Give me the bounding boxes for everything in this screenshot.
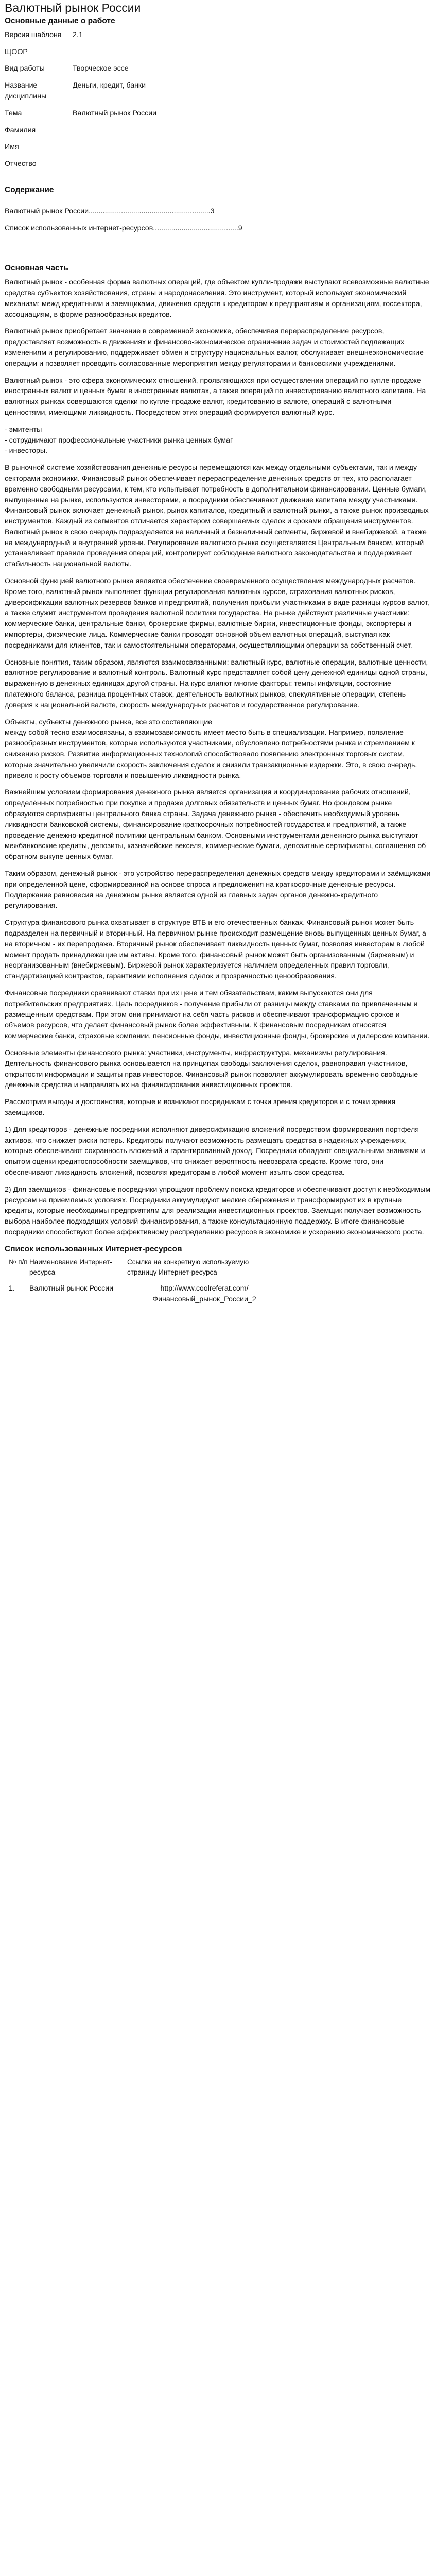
ref-col-name: Наименование Интернет-ресурса	[29, 1258, 112, 1277]
meta-value	[73, 142, 431, 152]
meta-row	[5, 125, 431, 136]
meta-key: Версия шаблона	[5, 30, 62, 39]
meta-value	[73, 125, 431, 136]
ref-name: Валютный рынок России	[29, 1284, 114, 1293]
meta-row	[5, 80, 431, 102]
list-item: - эмитенты	[5, 425, 42, 434]
meta-row	[5, 108, 431, 119]
ref-link[interactable]: http://www.coolreferat.com/Финансовый_рынок_России_2	[152, 1284, 256, 1303]
paragraph: Таким образом, денежный рынок - это устройство перераспределения денежных средств между кредиторами и заёмщиками при определенной цене, сформированной на основе спроса и предложения на краткосрочные денежные ресурсы. Поддержание равновесия на денежном рынке является одной из главных задач органов денежно-кредитного регулирования.	[5, 870, 431, 910]
paragraph: Валютный рынок приобретает значение в современной экономике, обеспечивая перераспределение ресурсов, предоставляет возможность в движениях и финансово-экономическое ограничение задач и стоимостей подлежащих изменениям и регулированию, поддерживает обмен и структуру национальных валют, обслуживает внешнеэкономические операции и позволяет проводить согласованные мероприятия между регуляторами и банковскими учреждениями.	[5, 327, 424, 368]
meta-value: Творческое эссе	[73, 64, 129, 73]
meta-row	[5, 63, 431, 74]
paragraph: Валютный рынок - особенная форма валютных операций, где объектом купли-продажи выступают всевозможные валютные средства субъектов хозяйствования, страны и народонаселения. Это инструмент, который использует экономический механизм: межд кредитными и заемщиками, движения средств к кредитором к предприятиям и организациям, госсектора, ассоциациям, в форме разнообразных кредитов.	[5, 278, 429, 319]
meta-value: 2.1	[73, 30, 83, 39]
meta-value: Деньги, кредит, банки	[73, 81, 146, 90]
reference-row	[9, 1283, 431, 1305]
paragraph: Финансовые посредники сравнивают ставки при их цене и тем обязательствам, каким выпускаются они для потребительских предприятиях. Цель посредников - получение прибыли от разницы между ставками по привлеченным и размещенным средствам. При этом они принимают на себя часть рисков и обеспечивают трансформацию сроков и объемов ресурсов, что делает финансовый рынок более эффективным. К финансовым посредникам относятся коммерческие банки, страховые компании, пенсионные фонды, инвестиционные фонды, брокерские и дилерские компании.	[5, 989, 430, 1041]
meta-key: ЩООР	[5, 47, 28, 56]
ref-num: 1.	[9, 1284, 15, 1293]
document	[0, 1, 436, 1305]
references-heading: Список использованных Интернет-ресурсов	[5, 1244, 182, 1253]
ref-col-link: Ссылка на конкретную используемую страницу Интернет-ресурса	[127, 1258, 249, 1277]
main-heading: Основная часть	[5, 264, 68, 273]
meta-key: Тема	[5, 109, 22, 117]
list-item: - инвесторы.	[5, 447, 48, 455]
meta-row	[5, 142, 431, 152]
paragraph: 1) Для кредиторов - денежные посредники исполняют диверсификацию вложений посредством формирования портфеля активов, что снижает риски потерь. Кредиторы получают возможность размещать средства в надежных учреждениях, которые обеспечивают сохранность вложений и гарантированный доход. Посредники обладают специальными знаниями и опытом оценки кредитоспособности заемщиков, что снижает вероятность невозврата средств. Кроме того, они обеспечивают ликвидность вложений, позволяя кредиторам в любой момент изъять свои средства.	[5, 1125, 425, 1177]
meta-value	[73, 159, 431, 170]
meta-key: Название дисциплины	[5, 81, 47, 100]
meta-row	[5, 159, 431, 170]
paragraph: Валютный рынок - это сфера экономических отношений, проявляющихся при осуществлении операций по купле-продаже иностранных валют и ценных бумаг в иностранных валютах, а также операций по инвестированию валютного капитала. На валютных рынках совершаются сделки по купле-продаже валют, кредитованию в валюте, операций с валютными ценностями, имеющими ликвидность. Посредством этих операций формируется валютный курс.	[5, 376, 426, 417]
paragraph: Структура финансового рынка охватывает в структуре ВТБ и его отечественных банках. Финансовый рынок может быть подразделен на первичный и вторичный. На первичном рынке происходит размещение вновь выпущенных ценных бумаг, а на вторичном - их перепродажа. Вторичный рынок обеспечивает ликвидность ценных бумаг, позволяя инвесторам в любой момент продать принадлежащие им активы. Кроме того, финансовый рынок может быть организованным (биржевым) и неорганизованным (внебиржевым). Биржевой рынок характеризуется наличием определенных правил торговли, стандартизацией контрактов, гарантиями исполнения сделок и прозрачностью ценообразования.	[5, 919, 426, 981]
meta-key: Вид работы	[5, 64, 45, 73]
list-item: - сотрудничают профессиональные участники рынка ценных бумаг	[5, 436, 233, 445]
paragraph: Важнейшим условием формирования денежного рынка является организация и координирование рабочих отношений, определённых потребностью при покупке и продаже долговых обязательств и ценных бумаг. Но фондовом рынке образуются сертификаты центрального банка страны. Задача денежного рынка - обеспечить необходимый уровень ликвидности банковской системы, финансирование краткосрочных потребностей государства и предприятий, а также проведение денежно-кредитной политики центральным банком. Основными инструментами денежного рынка выступают межбанковские кредиты, депозиты, казначейские векселя, коммерческие бумаги, депозитные сертификаты, соглашения об обратном выкупе ценных бумаг.	[5, 788, 426, 861]
basic-data-heading: Основные данные о работе	[5, 16, 115, 25]
meta-row	[5, 30, 431, 41]
references-header	[9, 1257, 431, 1279]
document-title: Валютный рынок России	[5, 1, 141, 14]
toc-line[interactable]: Валютный рынок России............................................................3	[5, 207, 215, 215]
paragraph: 2) Для заемщиков - финансовые посредники упрощают проблему поиска кредиторов и обеспечивают доступ к необходимым ресурсам на приемлемых условиях. Посредники аккумулируют мелкие сбережения и трансформируют их в крупные кредиты, которые необходимы предприятиям для реализации инвестиционных проектов. Заемщик получает возможность выбора наиболее подходящих условий финансирования, а также консультационную поддержку. В итоге финансовые посредники способствуют более эффективному распределению ресурсов в экономике и ускорению экономического роста.	[5, 1185, 431, 1236]
meta-value	[73, 47, 431, 58]
paragraph: Объекты, субъекты денежного рынка, все это составляющие между собой тесно взаимосвязаны, а взаимозависимость имеет место быть в специализации. Например, появление разнообразных инструментов, которые используются участниками, обусловлено потребностями рынка и стремлением к снижению рисков. Развитие информационных технологий способствовало появлению электронных торговых систем, которые значительно увеличили скорость заключения сделок и снизили транзакционные издержки. Это, в свою очередь, привело к росту объемов торговли и повышению ликвидности рынка.	[5, 718, 417, 780]
paragraph: Рассмотрим выгоды и достоинства, которые и возникают посредникам с точки зрения кредиторов и с точки зрения заемщиков.	[5, 1098, 396, 1117]
ref-col-num: № п/п	[9, 1258, 28, 1266]
paragraph: Основные элементы финансового рынка: участники, инструменты, инфраструктура, механизмы регулирования. Деятельность финансового рынка основывается на принципах свободы заключения сделок, равноправия участников, открытости информации и защиты прав инвесторов. Финансовый рынок позволяет аккумулировать временно свободные денежные средства и направлять их на финансирование инвестиционных проектов.	[5, 1048, 418, 1090]
meta-key: Фамилия	[5, 126, 36, 134]
toc-heading: Содержание	[5, 185, 54, 194]
meta-key: Отчество	[5, 160, 37, 168]
meta-table	[5, 30, 431, 170]
meta-key: Имя	[5, 143, 19, 151]
paragraph: Основной функцией валютного рынка является обеспечение своевременного осуществления международных расчетов. Кроме того, валютный рынок выполняет функции регулирования валютных курсов, страхования валютных рисков, диверсификации валютных резервов банков и предприятий, получения прибыли участниками в виде разницы курсов валют, а также служит инструментом проведения валютной политики государства. На рынке действуют различные участники: коммерческие банки, центральные банки, брокерские фирмы, валютные биржи, инвестиционные фонды, экспортеры и импортеры, физические лица. Коммерческие банки проводят основной объем валютных операций, выступая как посредниками для клиентов, так и самостоятельными операторами, осуществляющими операции за собственный счет.	[5, 577, 429, 650]
meta-value: Валютный рынок России	[73, 109, 157, 117]
toc-line[interactable]: Список использованных интернет-ресурсов..........................................9	[5, 224, 242, 232]
paragraph: В рыночной системе хозяйствования денежные ресурсы перемещаются как между отдельными субъектами, так и между секторами экономики. Финансовый рынок обеспечивает перераспределение денежных средств от тех, кто располагает временно свободными ресурсами, к тем, кто испытывает потребность в дополнительном финансировании. Ценные бумаги, выпущенные на рынке, используются инвесторами, а посредники обеспечивают движение капитала между участниками. Финансовый рынок включает денежный рынок, рынок капиталов, кредитный и валютный рынки, а также рынок производных инструментов. Каждый из сегментов отличается характером совершаемых сделок и сроками обращения инструментов. Валютный рынок в свою очередь подразделяется на наличный и безналичный сегменты, биржевой и внебиржевой, а также на международный и внутренний уровни. Регулирование валютного рынка осуществляется Центральным банком, который устанавливает правила проведения операций, контролирует соблюдение валютного законодательства и поддерживает стабильность национальной валюты.	[5, 464, 429, 569]
paragraph: Основные понятия, таким образом, являются взаимосвязанными: валютный курс, валютные операции, валютные ценности, валютное регулирование и валютный контроль. Валютный курс представляет собой цену денежной единицы одной страны, выраженную в денежных единицах другой страны. На курс влияют многие факторы: темпы инфляции, состояние платежного баланса, разница процентных ставок, деятельность валютных рынков, спекулятивные операции, степень доверия к национальной валюте, скорость международных расчетов и государственное регулирование.	[5, 658, 428, 709]
meta-row	[5, 47, 431, 58]
